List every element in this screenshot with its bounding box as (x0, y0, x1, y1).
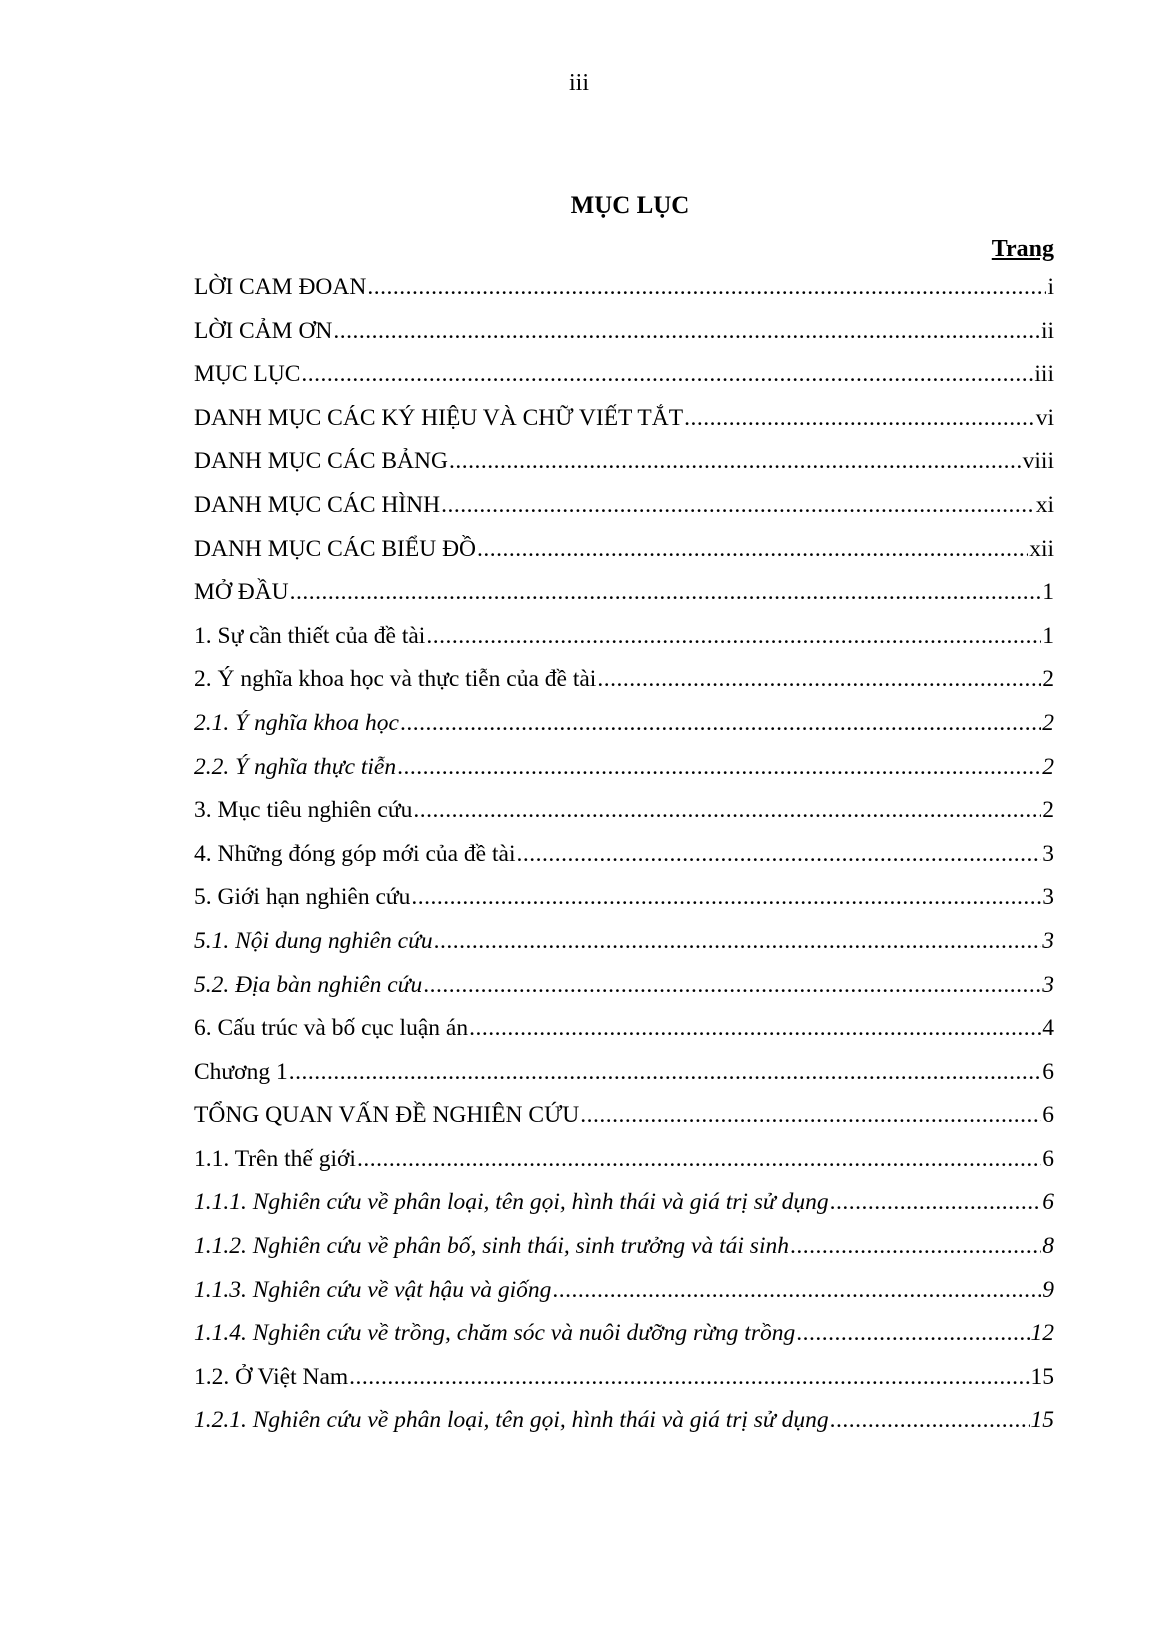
dot-leader (552, 1275, 1041, 1305)
toc-entry[interactable] (194, 708, 1054, 752)
toc-entry-label: 1.1.2. Nghiên cứu về phân bố, sinh thái, sinh trưởng và tái sinh (194, 1233, 789, 1260)
toc-entry-label: DANH MỤC CÁC BẢNG (194, 448, 448, 475)
toc-entry-page: 6 (1042, 1058, 1054, 1085)
toc-entry-page: 3 (1042, 971, 1054, 998)
toc-entry-page: 3 (1042, 884, 1054, 911)
toc-entry-label: 1.1.1. Nghiên cứu về phân loại, tên gọi, hình thái và giá trị sử dụng (194, 1189, 829, 1216)
toc-entry-page: viii (1022, 448, 1054, 475)
toc-entry-label: 1.1. Trên thế giới (194, 1145, 356, 1172)
toc-entry-page: xii (1029, 535, 1054, 562)
dot-leader (796, 1318, 1029, 1348)
toc-entry-page: 6 (1042, 1189, 1054, 1216)
toc-entry-label: DANH MỤC CÁC HÌNH (194, 491, 441, 518)
dot-leader (469, 1013, 1041, 1043)
toc-entry[interactable] (194, 534, 1054, 578)
toc-title: MỤC LỤC (570, 192, 690, 219)
toc-entry-page: 9 (1042, 1276, 1054, 1303)
toc-entry-page: 2 (1042, 797, 1054, 824)
toc-entry[interactable] (194, 1057, 1054, 1101)
toc-entry-label: Chương 1 (194, 1058, 288, 1085)
toc-entry-page: 15 (1030, 1363, 1054, 1390)
toc-entry-page: ii (1040, 317, 1054, 344)
toc-entry-label: 1.2.1. Nghiên cứu về phân loại, tên gọi, hình thái và giá trị sử dụng (194, 1407, 829, 1434)
dot-leader (290, 577, 1042, 607)
toc-entry-page: i (1047, 274, 1054, 300)
toc-entry-label: 1. Sự cần thiết của đề tài (194, 622, 426, 649)
dot-leader (349, 1362, 1029, 1392)
toc-entry-label: 1.1.4. Nghiên cứu về trồng, chăm sóc và nuôi dưỡng rừng trồng (194, 1320, 796, 1347)
toc-list (194, 272, 1054, 1449)
toc-entry[interactable] (194, 839, 1054, 883)
dot-leader (411, 882, 1041, 912)
toc-entry-label: 2. Ý nghĩa khoa học và thực tiễn của đề tài (194, 666, 597, 693)
toc-entry-label: 4. Những đóng góp mới của đề tài (194, 840, 516, 867)
dot-leader (289, 1057, 1042, 1087)
dot-leader (449, 446, 1022, 476)
toc-entry[interactable] (194, 403, 1054, 447)
toc-entry-page: 1 (1042, 622, 1054, 649)
dot-leader (423, 970, 1041, 1000)
dot-leader (426, 621, 1041, 651)
dot-leader (301, 359, 1033, 389)
toc-entry-page: 4 (1042, 1015, 1054, 1042)
dot-leader (684, 403, 1035, 433)
toc-entry-label: 1.2. Ở Việt Nam (194, 1363, 349, 1390)
toc-entry[interactable] (194, 272, 1054, 316)
toc-entry-page: 2 (1042, 753, 1054, 780)
toc-entry-page: 12 (1030, 1320, 1054, 1347)
toc-entry[interactable] (194, 882, 1054, 926)
dot-leader (790, 1231, 1041, 1261)
toc-entry[interactable] (194, 664, 1054, 708)
toc-entry[interactable] (194, 752, 1054, 796)
dot-leader (400, 708, 1041, 738)
toc-entry-label: 5.2. Địa bàn nghiên cứu (194, 971, 423, 998)
toc-entry[interactable] (194, 621, 1054, 665)
dot-leader (830, 1405, 1030, 1435)
toc-entry-page: 15 (1030, 1407, 1054, 1434)
dot-leader (367, 272, 1046, 302)
toc-entry-page: 2 (1042, 709, 1054, 736)
toc-entry[interactable] (194, 1013, 1054, 1057)
toc-entry-label: 2.2. Ý nghĩa thực tiễn (194, 753, 397, 780)
toc-entry-label: LỜI CAM ĐOAN (194, 274, 367, 300)
dot-leader (434, 926, 1042, 956)
toc-entry-label: MỤC LỤC (194, 361, 301, 388)
dot-leader (333, 316, 1040, 346)
toc-entry[interactable] (194, 926, 1054, 970)
toc-entry[interactable] (194, 446, 1054, 490)
toc-entry-page: xi (1035, 491, 1054, 518)
toc-entry-label: DANH MỤC CÁC KÝ HIỆU VÀ CHỮ VIẾT TẮT (194, 404, 684, 431)
toc-entry[interactable] (194, 1144, 1054, 1188)
toc-entry[interactable] (194, 1231, 1054, 1275)
toc-entry-label: DANH MỤC CÁC BIỂU ĐỒ (194, 535, 477, 562)
toc-entry-label: 6. Cấu trúc và bố cục luận án (194, 1015, 469, 1042)
dot-leader (477, 534, 1028, 564)
toc-entry[interactable] (194, 316, 1054, 360)
toc-entry[interactable] (194, 1187, 1054, 1231)
dot-leader (830, 1187, 1042, 1217)
toc-entry-label: 5.1. Nội dung nghiên cứu (194, 927, 433, 954)
toc-entry-page: 3 (1042, 927, 1054, 954)
toc-entry[interactable] (194, 1405, 1054, 1449)
toc-entry[interactable] (194, 577, 1054, 621)
dot-leader (597, 664, 1041, 694)
dot-leader (397, 752, 1041, 782)
dot-leader (441, 490, 1035, 520)
toc-entry[interactable] (194, 1275, 1054, 1319)
toc-entry[interactable] (194, 1100, 1054, 1144)
toc-entry[interactable] (194, 970, 1054, 1014)
toc-entry[interactable] (194, 1362, 1054, 1406)
toc-entry-page: 2 (1042, 666, 1054, 693)
toc-entry-label: 2.1. Ý nghĩa khoa học (194, 709, 399, 736)
page-number: iii (568, 70, 589, 96)
toc-entry-page: 8 (1042, 1233, 1054, 1260)
toc-entry-page: 6 (1042, 1102, 1054, 1129)
toc-entry-page: 6 (1042, 1145, 1054, 1172)
toc-entry-page: 1 (1042, 579, 1054, 606)
toc-entry-label: MỞ ĐẦU (194, 579, 289, 606)
toc-entry[interactable] (194, 490, 1054, 534)
toc-entry-page: iii (1034, 361, 1054, 388)
page-column-header: Trang (991, 236, 1054, 262)
toc-entry-page: vi (1035, 404, 1054, 431)
toc-entry-label: 3. Mục tiêu nghiên cứu (194, 797, 413, 824)
toc-entry-label: 1.1.3. Nghiên cứu về vật hậu và giống (194, 1276, 552, 1303)
dot-leader (516, 839, 1041, 869)
dot-leader (580, 1100, 1041, 1130)
dot-leader (357, 1144, 1041, 1174)
toc-entry[interactable] (194, 1318, 1054, 1362)
toc-entry[interactable] (194, 795, 1054, 839)
toc-entry-page: 3 (1042, 840, 1054, 867)
toc-entry-label: TỔNG QUAN VẤN ĐỀ NGHIÊN CỨU (194, 1102, 580, 1129)
dot-leader (413, 795, 1041, 825)
toc-entry[interactable] (194, 359, 1054, 403)
toc-entry-label: LỜI CẢM ƠN (194, 317, 333, 344)
toc-entry-label: 5. Giới hạn nghiên cứu (194, 884, 411, 911)
